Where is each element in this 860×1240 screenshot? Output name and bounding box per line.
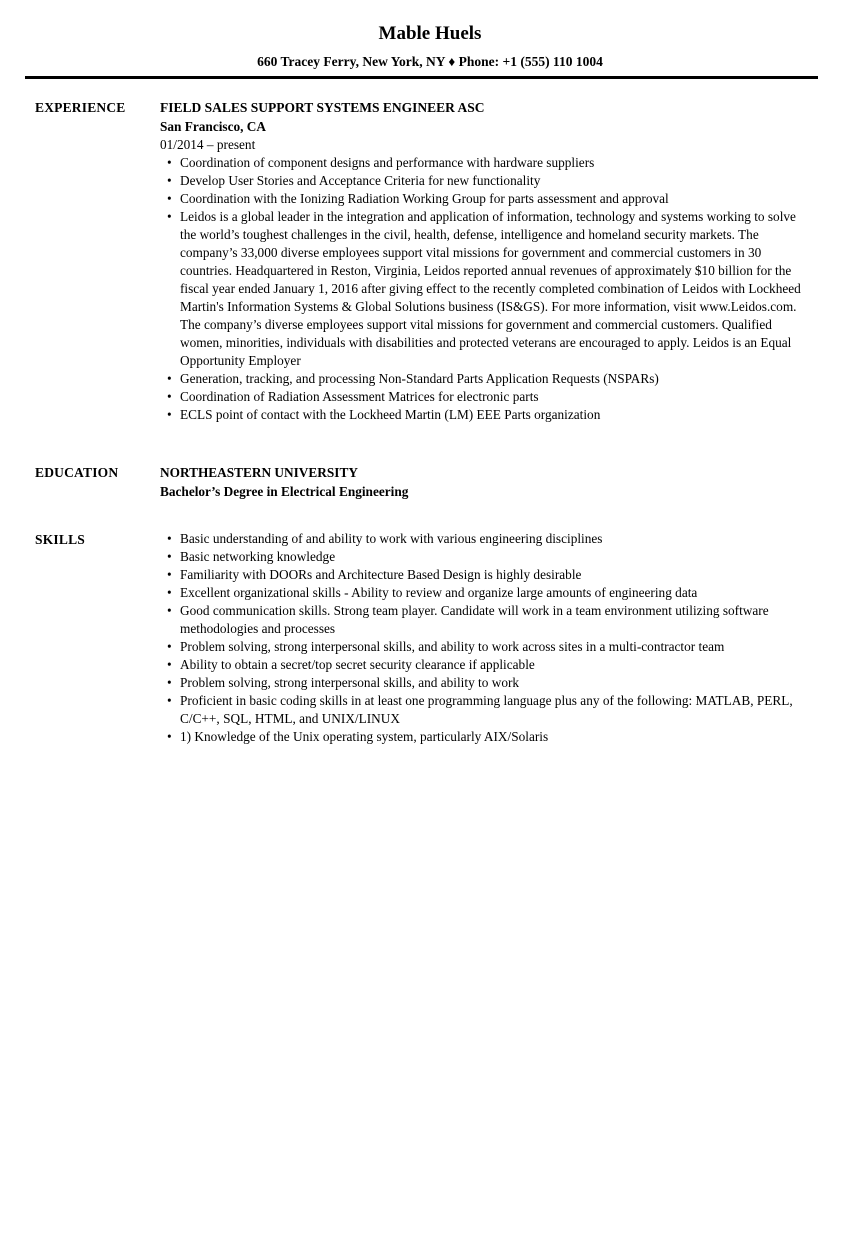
list-item: • Proficient in basic coding skills in at least one programming language plus any of the following: MATLAB, PERL, C/C++, SQL, HTML, and UNIX/LINUX [160,692,815,728]
list-item: • Leidos is a global leader in the integration and application of information, technology and systems working to solve the world’s toughest challenges in the civil, health, defense, intelligence and homeland security markets. The company’s 33,000 diverse employees support vital missions for government and commercial customers in 30 countries. Headquartered in Reston, Virginia, Leidos reported annual revenues of approximately $10 billion for the fiscal year ended January 1, 2016 after giving effect to the recently completed combination of Leidos with Lockheed Martin's Information Systems & Global Solutions business (IS&GS). For more information, visit www.Leidos.com. The company’s diverse employees support vital missions for government and commercial customers. Qualified women, minorities, individuals with disabilities and protected veterans are encouraged to apply. Leidos is an Equal Opportunity Employer [160,208,815,370]
header-divider [25,76,818,79]
list-item: • Problem solving, strong interpersonal skills, and ability to work [160,674,815,692]
list-item: • Coordination of Radiation Assessment Matrices for electronic parts [160,388,815,406]
list-item: • Basic networking knowledge [160,548,815,566]
contact-phone: Phone: +1 (555) 110 1004 [458,54,603,69]
experience-bullet-list [160,154,815,424]
education-content [160,463,815,501]
list-item: • Excellent organizational skills - Ability to review and organize large amounts of engineering data [160,584,815,602]
person-name: Mable Huels [378,23,482,44]
skills-content [160,530,815,746]
list-item: • ECLS point of contact with the Lockheed Martin (LM) EEE Parts organization [160,406,815,424]
school-name: NORTHEASTERN UNIVERSITY [160,465,358,480]
section-education [35,463,815,501]
section-label-education: EDUCATION [35,465,119,480]
list-item: • Good communication skills. Strong team player. Candidate will work in a team environment utilizing software methodologies and processes [160,602,815,638]
list-item: • Ability to obtain a secret/top secret security clearance if applicable [160,656,815,674]
job-location: San Francisco, CA [160,119,267,134]
section-label-experience: EXPERIENCE [35,100,126,115]
degree-name: Bachelor’s Degree in Electrical Engineering [160,484,409,499]
resume-body [35,98,815,746]
list-item: • Problem solving, strong interpersonal skills, and ability to work across sites in a multi-contractor team [160,638,815,656]
resume-header [0,23,860,70]
list-item: • Generation, tracking, and processing Non-Standard Parts Application Requests (NSPARs) [160,370,815,388]
list-item: • Familiarity with DOORs and Architecture Based Design is highly desirable [160,566,815,584]
skills-bullet-list [160,530,815,746]
job-dates: 01/2014 – present [160,137,256,152]
section-experience [35,98,815,424]
section-label-skills: SKILLS [35,532,85,547]
contact-address: 660 Tracey Ferry, New York, NY [257,54,445,69]
list-item: • Develop User Stories and Acceptance Criteria for new functionality [160,172,815,190]
contact-line [0,54,860,70]
list-item: • Basic understanding of and ability to work with various engineering disciplines [160,530,815,548]
list-item: • Coordination with the Ionizing Radiation Working Group for parts assessment and approval [160,190,815,208]
section-skills [35,530,815,746]
diamond-separator-icon: ♦ [448,54,456,69]
job-title: FIELD SALES SUPPORT SYSTEMS ENGINEER ASC [160,100,485,115]
list-item: • 1) Knowledge of the Unix operating system, particularly AIX/Solaris [160,728,815,746]
experience-content [160,98,815,424]
list-item: • Coordination of component designs and performance with hardware suppliers [160,154,815,172]
